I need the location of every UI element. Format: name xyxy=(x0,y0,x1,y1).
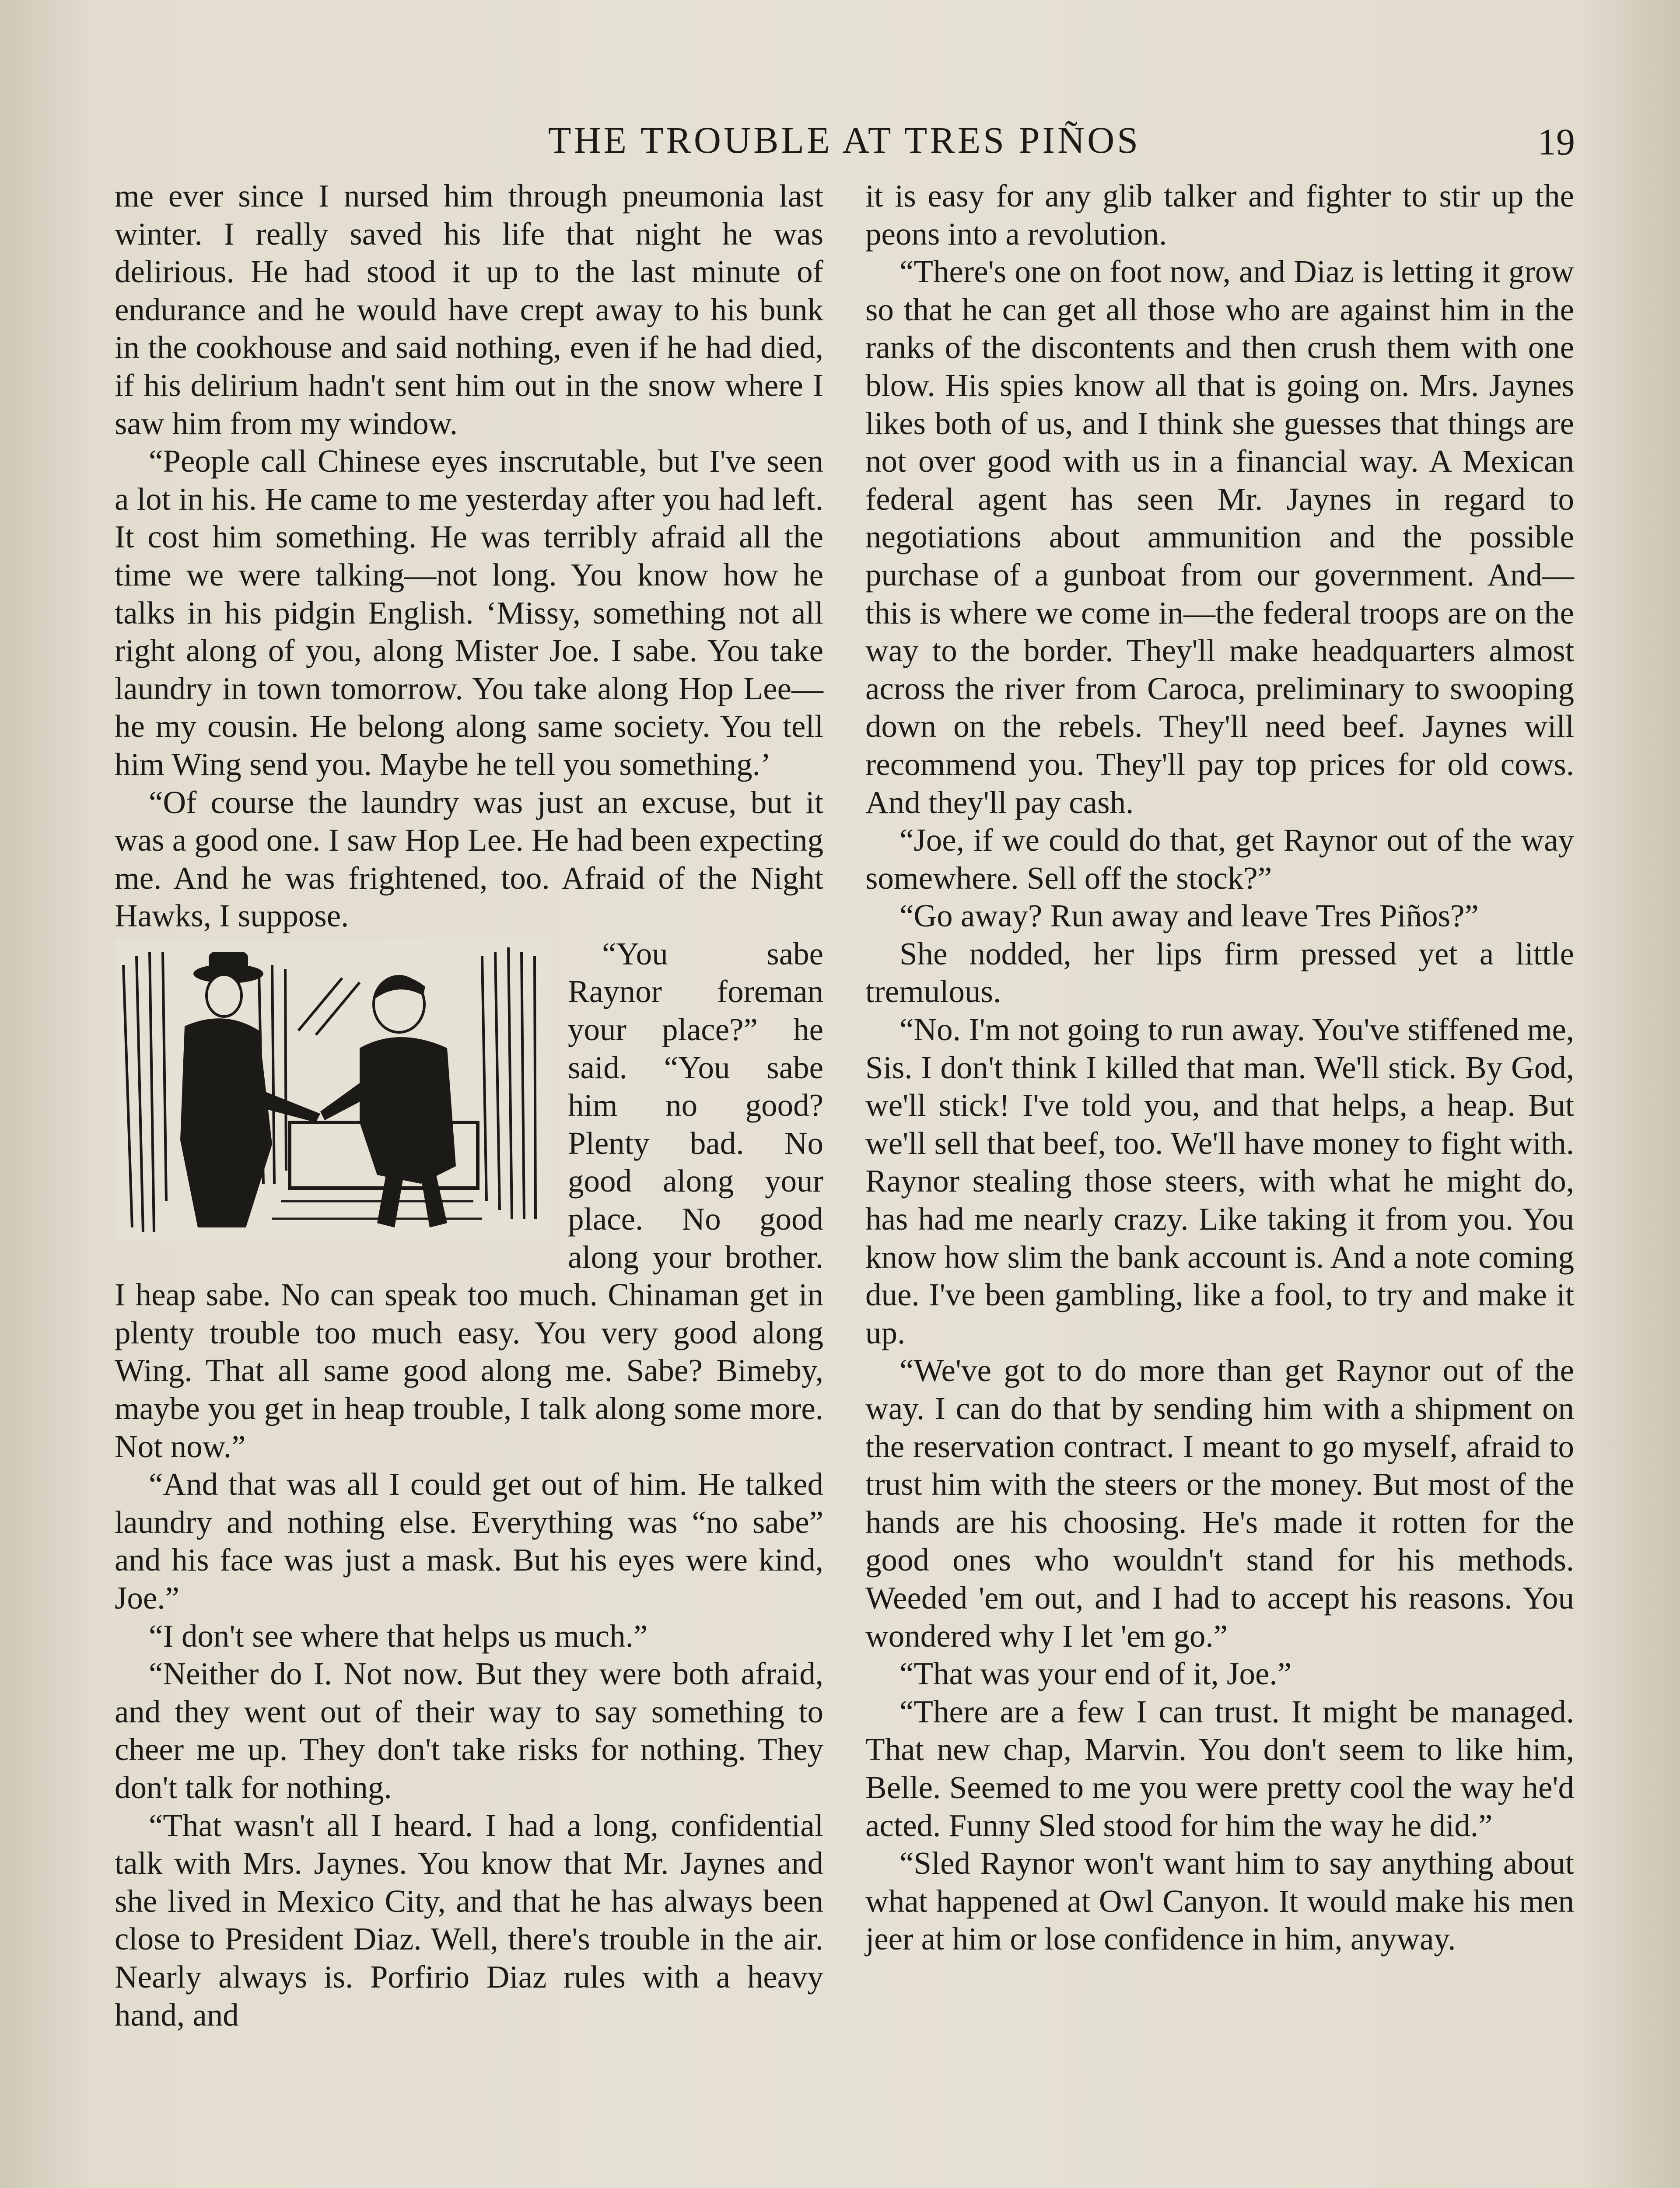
paragraph: it is easy for any glib talker and fighter to stir up the peons into a revolution. xyxy=(865,178,1574,252)
right-column xyxy=(865,177,1574,1958)
paragraph: “I don't see where that helps us much.” xyxy=(149,1618,648,1654)
paragraph: “Joe, if we could do that, get Raynor out of the way somewhere. Sell off the stock?” xyxy=(865,822,1574,896)
paragraph: “That was your end of it, Joe.” xyxy=(900,1656,1292,1692)
paragraph: “No. I'm not going to run away. You've stiffened me, Sis. I don't think I killed that man. We'll stick. By God, we'll stick! I've told you, and that helps, a heap. But we'll sell that beef, too. We'll have money to fight with. Raynor stealing those steers, with what he might do, has had me nearly crazy. Like taking it from you. You know how slim the bank account is. And a note coming due. I've been gambling, like a fool, to try and make it up. xyxy=(865,1012,1574,1350)
left-column xyxy=(115,177,823,2034)
page-header xyxy=(114,118,1575,171)
paragraph: “Sled Raynor won't want him to say anything about what happened at Owl Canyon. It would make his men jeer at him or lose confidence in him, anyway. xyxy=(865,1845,1574,1957)
paragraph: me ever since I nursed him through pneumonia last winter. I really saved his life that night he was delirious. He had stood it up to the last minute of endurance and he would have crept away to his bunk in the cookhouse and said nothing, even if he had died, if his delirium hadn't sent him out in the snow where I saw him from my window. xyxy=(115,178,823,441)
paragraph: “There's one on foot now, and Diaz is letting it grow so that he can get all those who are against him in the ranks of the discontents and then crush them with one blow. His spies know all that is going on. Mrs. Jaynes likes both of us, and I think she guesses that things are not over good with us in a financial way. A Mexican federal agent has seen Mr. Jaynes in regard to negotiations about ammunition and the possible purchase of a gunboat from our government. And—this is where we come in—the federal troops are on the way to the border. They'll make headquarters almost across the river from Caroca, preliminary to swooping down on the rebels. They'll need beef. Jaynes will recommend you. They'll pay top prices for old cows. And they'll pay cash. xyxy=(865,254,1574,820)
paragraph: “Neither do I. Not now. But they were both afraid, and they went out of their way to say something to cheer me up. They don't take risks for nothing. They don't talk for nothing. xyxy=(115,1656,823,1805)
paragraph: “We've got to do more than get Raynor out of the way. I can do that by sending him with a shipment on the reservation contract. I meant to go myself, afraid to trust him with the steers or the money. But most of the hands are his choosing. He's made it rotten for the good ones who wouldn't stand for his methods. Weeded 'em out, and I had to accept his reasons. You wondered why I let 'em go.” xyxy=(865,1353,1574,1654)
paragraph: “Of course the laundry was just an excuse, but it was a good one. I saw Hop Lee. He had been expecting me. And he was frightened, too. Afraid of the Night Hawks, I suppose. xyxy=(115,784,823,934)
paragraph: “And that was all I could get out of him. He talked laundry and nothing else. Everything was “no sabe” and his face was just a mask. But his eyes were kind, Joe.” xyxy=(115,1466,823,1616)
page-number: 19 xyxy=(1537,121,1575,163)
paragraph: “There are a few I can trust. It might be managed. That new chap, Marvin. You don't seem to like him, Belle. Seemed to me you were pretty cool the way he'd acted. Funny Sled stood for him the way he did.” xyxy=(865,1694,1574,1843)
running-title: THE TROUBLE AT TRES PIÑOS xyxy=(548,119,1141,161)
paragraph: “That wasn't all I heard. I had a long, confidential talk with Mrs. Jaynes. You know that Mr. Jaynes and she lived in Mexico City, and that he has always been close to President Diaz. Well, there's trouble in the air. Nearly always is. Porfirio Diaz rules with a heavy hand, and xyxy=(115,1807,823,2033)
paragraph: She nodded, her lips firm pressed yet a little tremulous. xyxy=(865,936,1574,1010)
paragraph: “Go away? Run away and leave Tres Piños?” xyxy=(900,898,1479,934)
story-illustration xyxy=(115,939,552,1241)
paragraph: “People call Chinese eyes inscrutable, but I've seen a lot in his. He came to me yesterday after you had left. It cost him something. He was terribly afraid all the time we were talking—not long. You know how he talks in his pidgin English. ‘Missy, something not all right along of you, along Mister Joe. I sabe. You take laundry in town tomorrow. You take along Hop Lee—he my cousin. He belong along same society. You tell him Wing send you. Maybe he tell you something.’ xyxy=(115,443,823,782)
paragraph: “You sabe Raynor foreman your place?” he said. “You sabe him no good? Plenty bad. No good along your place. No good along your brother. I heap sabe. No can speak too much. Chinaman get in plenty trouble too much easy. You very good along Wing. That all same good along me. Sabe? Bimeby, maybe you get in heap trouble, I talk along some more. Not now.” xyxy=(115,936,823,1464)
